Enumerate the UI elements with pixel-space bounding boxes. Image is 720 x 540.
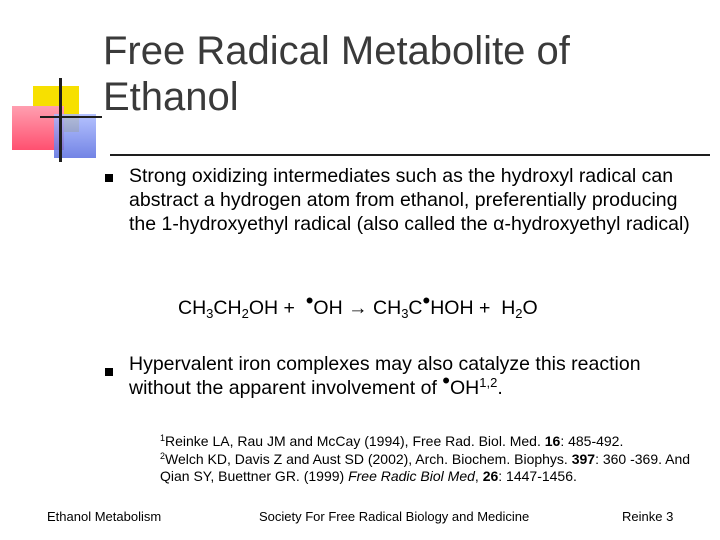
eq-subscript: 3 <box>401 306 409 321</box>
reference-text: Welch KD, Davis Z and Aust SD (2002), Arch. Biochem. Biophys. <box>165 450 568 467</box>
reference-text: Reinke LA, Rau JM and McCay (1994), Free Rad. Biol. Med. <box>165 433 541 449</box>
citation-superscript: 1,2 <box>479 375 498 390</box>
eq-subscript: 3 <box>206 306 214 321</box>
reference-volume: 397 <box>571 450 596 467</box>
eq-subscript: 2 <box>515 306 523 321</box>
references <box>160 433 700 486</box>
reference-pages: : 1447-1456. <box>498 468 577 484</box>
bullet-square-icon <box>105 174 113 182</box>
vertical-rule-decoration <box>59 78 62 162</box>
reference-volume: 26 <box>482 468 499 484</box>
reference-journal: Free Radic Biol Med <box>348 468 475 484</box>
short-horizontal-rule-decoration <box>40 116 102 118</box>
eq-term: CH <box>213 297 242 319</box>
footer-center: Society For Free Radical Biology and Medicine <box>259 509 530 524</box>
eq-term: OH <box>313 297 343 319</box>
footer-left: Ethanol Metabolism <box>47 509 162 524</box>
eq-subscript: 2 <box>241 306 249 321</box>
reaction-arrow: → <box>348 297 368 319</box>
reference-pages: : 485-492. <box>560 433 624 449</box>
radical-dot: • <box>305 288 314 313</box>
reference-pages: : 360 -369. And Qian SY, Buettner GR. (1999) <box>160 450 691 484</box>
reaction-equation <box>178 288 538 321</box>
eq-term: O <box>522 297 538 319</box>
slide-title: Free Radical Metabolite of Ethanol <box>103 29 570 119</box>
eq-term: HOH + <box>430 297 491 319</box>
reference-number: 1 <box>160 433 166 443</box>
reference-separator: , <box>474 468 479 484</box>
reference-number: 2 <box>160 450 166 461</box>
sentence-end: . <box>497 377 503 399</box>
radical-dot: • <box>422 288 431 313</box>
reference-2 <box>160 451 700 486</box>
hydroxyl-species: OH <box>449 377 480 399</box>
eq-term: CH <box>373 297 402 319</box>
bullet-square-icon <box>105 368 113 376</box>
bullet-2-text <box>129 352 699 400</box>
footer-right: Reinke 3 <box>622 509 674 524</box>
radical-dot: • <box>442 368 450 393</box>
eq-term: C <box>408 297 423 319</box>
eq-term: H <box>501 297 516 319</box>
reference-volume: 16 <box>544 433 561 449</box>
reference-1 <box>160 433 700 451</box>
eq-term: OH + <box>248 297 295 319</box>
bullet-1-text: Strong oxidizing intermediates such as the hydroxyl radical can abstract a hydrogen atom from ethanol, preferentially producing the 1-hydroxyethyl radical (also called the α-hydroxyethyl radical) <box>129 165 690 235</box>
title-underline-rule <box>110 154 710 156</box>
eq-term: CH <box>178 297 207 319</box>
bullet-2-body: Hypervalent iron complexes may also catalyze this reaction without the apparent involvement of <box>129 353 641 399</box>
